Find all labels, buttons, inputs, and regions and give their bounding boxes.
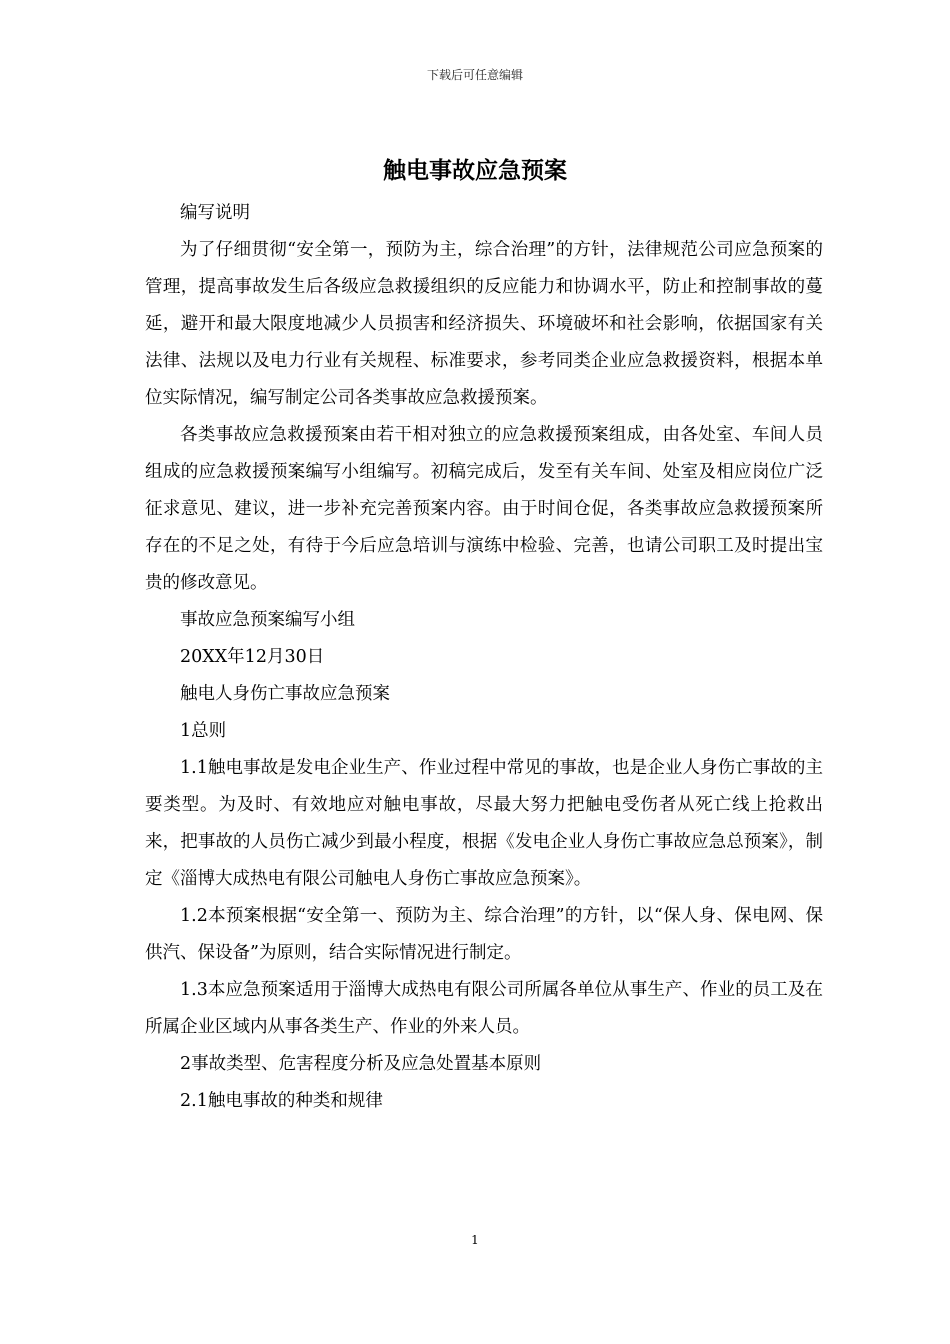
header-note: 下载后可任意编辑	[426, 68, 523, 82]
paragraph-purpose: 为了仔细贯彻“安全第一，预防为主，综合治理”的方针，法律规范公司应急预案的管理，提高事故发生后各级应急救援组织的反应能力和协调水平，防止和控制事故的蔓延，避开和最大限度地减少人员损害和经济损失、环境破坏和社会影响，依据国家有关法律、法规以及电力行业有关规程、标准要求，参考同类企业应急救援资料，根据本单位实际情况，编写制定公司各类事故应急救援预案。	[145, 240, 823, 408]
paragraph-writing-notes-heading: 编写说明	[180, 203, 250, 223]
document-title: 触电事故应急预案	[383, 157, 567, 184]
paragraph-section-1-2: 1.2本预案根据“安全第一、预防为主、综合治理”的方针，以“保人身、保电网、保供汽、保设备”为原则，结合实际情况进行制定。	[145, 906, 823, 963]
paragraph-subtitle: 触电人身伤亡事故应急预案	[180, 684, 390, 704]
section-heading-2-1: 2.1触电事故的种类和规律	[180, 1091, 383, 1111]
paragraph-author-group: 事故应急预案编写小组	[180, 610, 355, 630]
paragraph-section-1-3: 1.3本应急预案适用于淄博大成热电有限公司所属各单位从事生产、作业的员工及在所属企业区域内从事各类生产、作业的外来人员。	[145, 980, 823, 1037]
section-heading-2: 2事故类型、危害程度分析及应急处置基本原则	[180, 1054, 542, 1074]
paragraph-date: 20XX年12月30日	[180, 647, 325, 667]
page-number: 1	[471, 1233, 479, 1247]
paragraph-composition: 各类事故应急救援预案由若干相对独立的应急救援预案组成，由各处室、车间人员组成的应急救援预案编写小组编写。初稿完成后，发至有关车间、处室及相应岗位广泛征求意见、建议，进一步补充完善预案内容。由于时间仓促，各类事故应急救援预案所存在的不足之处，有待于今后应急培训与演练中检验、完善，也请公司职工及时提出宝贵的修改意见。	[145, 425, 823, 593]
document-body	[145, 195, 823, 1120]
paragraph-section-1-1: 1.1触电事故是发电企业生产、作业过程中常见的事故，也是企业人身伤亡事故的主要类型。为及时、有效地应对触电事故，尽最大努力把触电受伤者从死亡线上抢救出来，把事故的人员伤亡减少到最小程度，根据《发电企业人身伤亡事故应急总预案》，制定《淄博大成热电有限公司触电人身伤亡事故应急预案》。	[145, 758, 823, 889]
section-heading-general: 1总则	[180, 721, 227, 741]
